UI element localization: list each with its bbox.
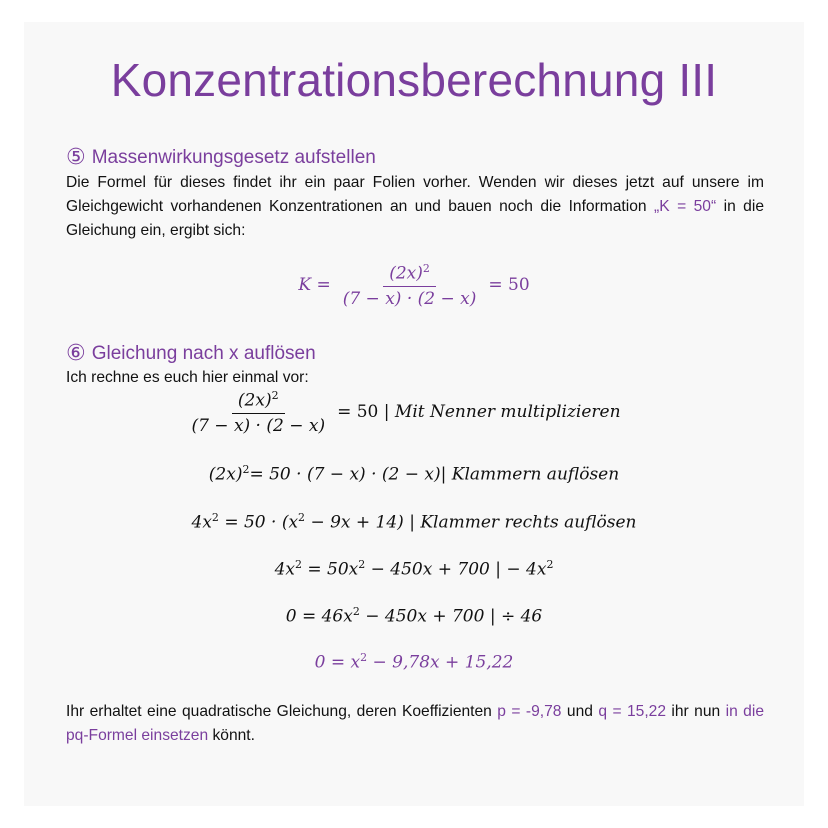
step3-a: 4x [191,512,212,533]
formula-numerator: (2x) [389,263,423,284]
equation-step-2 [0,463,828,485]
step2-a: (2x) [208,464,243,485]
step1-numerator: (2x) [237,390,272,411]
step3-note: Klammer rechts auflösen [420,512,637,533]
step4-c: − 450x + 700 | − 4x [365,559,547,580]
step6-a: 0 = x [314,652,361,673]
step4-b: = 50x [301,559,359,580]
step1-rhs: = 50 | [337,402,390,423]
p-coefficient: p = -9,78 [497,703,562,720]
conclusion-text-a: Ihr erhaltet eine quadratische Gleichung, deren Koeffizienten [66,703,498,720]
step4-a: 4x [274,559,295,580]
step2-note: Klammern auflösen [451,464,620,485]
equation-step-3 [0,511,828,533]
step5-a-exp: 2 [352,605,360,618]
equation-step-5 [0,605,828,627]
formula-denominator: (7 − x) · (2 − x) [342,288,477,309]
conclusion-text-b: und [561,703,599,720]
section-5-text-b: in die Gleichung ein, ergibt sich: [66,198,764,239]
k-value-highlight: „K = 50“ [654,198,717,215]
step3-b-exp: 2 [298,511,306,524]
step2-b: = 50 · (7 − x) · (2 − x)| [249,464,447,485]
formula-lhs: K = [298,275,331,296]
step5-a: 0 = 46x [285,606,353,627]
step5-b: − 450x + 700 | ÷ 46 [359,606,543,627]
step3-b: = 50 · (x [218,512,299,533]
formula-numerator-exp: 2 [422,262,430,275]
equilibrium-formula [0,262,828,309]
section-6-heading [66,340,316,366]
conclusion-text-d: könnt. [208,727,255,744]
conclusion-text-c: ihr nun [666,703,726,720]
step4-c-exp: 2 [546,558,554,571]
equation-step-6-result [0,651,828,673]
step2-a-exp: 2 [242,463,250,476]
formula-fraction [337,262,483,309]
section-6-title: Gleichung nach x auflösen [91,343,316,364]
section-5-number: ⑤ [66,144,86,169]
step1-note: Mit Nenner multiplizieren [394,402,621,423]
step3-c: − 9x + 14) | [305,512,415,533]
step1-numerator-exp: 2 [271,389,279,402]
formula-rhs: = 50 [488,275,530,296]
conclusion-paragraph [66,700,764,748]
section-5-text-a: Die Formel für dieses findet ihr ein paar Folien vorher. Wenden wir dieses jetzt auf unsere im Gleichgewicht vorhandenen Konzentrationen an und bauen noch die Information [66,174,764,215]
equation-step-1 [0,389,814,436]
equation-step-4 [0,558,828,580]
section-5-heading [66,144,376,170]
step4-a-exp: 2 [294,558,302,571]
step6-a-exp: 2 [360,651,368,664]
q-coefficient: q = 15,22 [598,703,666,720]
pq-formula-link[interactable]: in die pq-Formel einsetzen [66,703,764,744]
section-6-number: ⑥ [66,340,86,365]
section-6-intro: Ich rechne es euch hier einmal vor: [66,369,309,386]
page-title: Konzentrationsberechnung III [110,54,718,106]
section-5-paragraph [66,171,764,243]
step3-a-exp: 2 [211,511,219,524]
step6-b: − 9,78x + 15,22 [367,652,514,673]
section-5-title: Massenwirkungsgesetz aufstellen [91,147,376,168]
step1-denominator: (7 − x) · (2 − x) [191,415,326,436]
step4-b-exp: 2 [358,558,366,571]
